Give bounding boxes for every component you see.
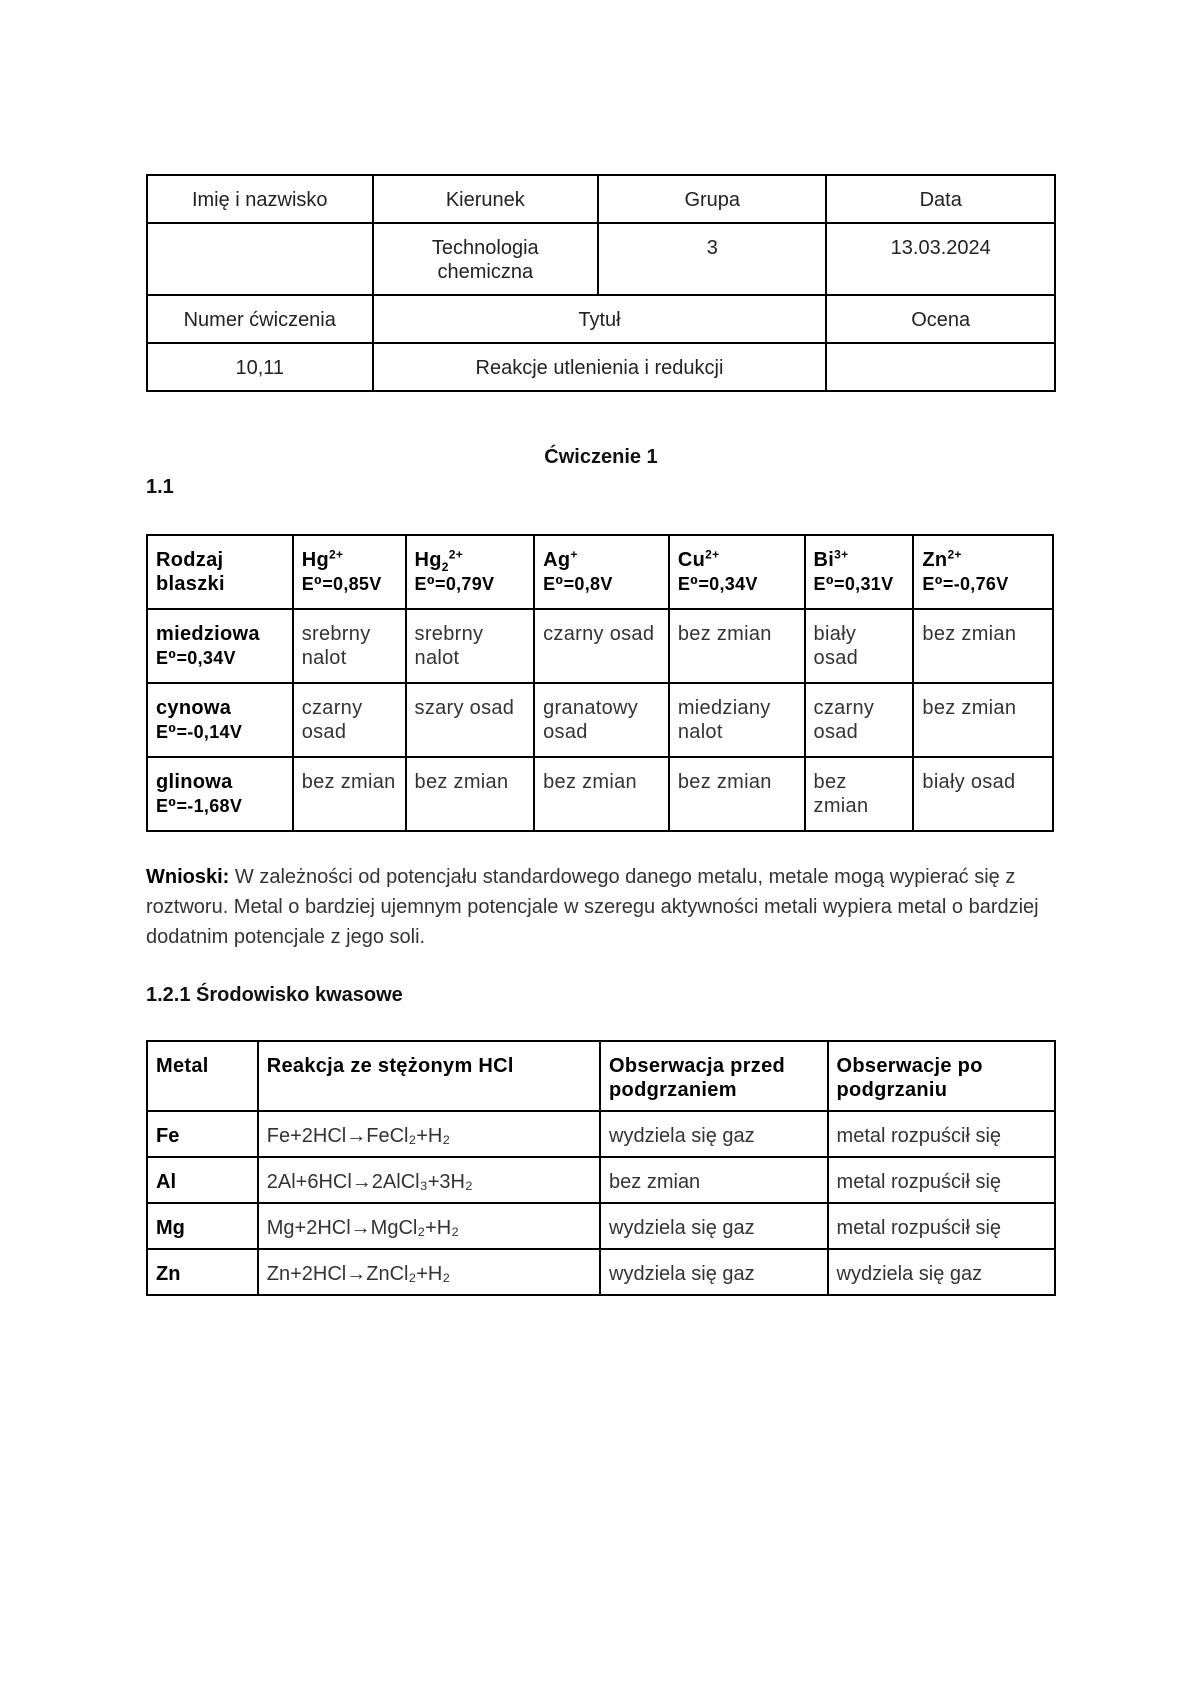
corner-header-line-2: blaszki xyxy=(156,573,225,595)
metal-cell: Al xyxy=(147,1157,258,1203)
table-row xyxy=(147,757,1053,831)
plate-glinowa: glinowa E⁰=-1,68V xyxy=(147,757,293,831)
subsection-2-label: 1.2.1 Środowisko kwasowe xyxy=(146,984,403,1006)
reaction-cell: 2Al+6HCl→2AlCl₃+3H₂ xyxy=(258,1157,600,1203)
table-cell: bez zmian xyxy=(406,757,535,831)
metal-cell: Fe xyxy=(147,1111,258,1157)
header-col-direction: Kierunek xyxy=(373,175,599,223)
section-title: Ćwiczenie 1 xyxy=(544,446,658,468)
ion-header-bi: $Bi^{3+}$ E⁰=0,31V xyxy=(805,535,914,609)
reaction-header-after: Obserwacje po podgrzaniu xyxy=(828,1041,1055,1111)
after-cell: metal rozpuścił się xyxy=(828,1111,1055,1157)
direction-line-1: Technologia xyxy=(431,237,539,259)
corner-header xyxy=(147,535,293,609)
header-col-date: Data xyxy=(826,175,1055,223)
table-cell: szary osad xyxy=(406,683,535,757)
direction-line-2: chemiczna xyxy=(437,261,534,283)
ion-header-zn: $Zn^{2+}$ E⁰=-0,76V xyxy=(913,535,1053,609)
before-cell: bez zmian xyxy=(600,1157,828,1203)
table-cell: srebrny nalot xyxy=(293,609,406,683)
conclusion-paragraph xyxy=(146,862,1056,952)
table-cell: bez zmian xyxy=(534,757,669,831)
before-cell: wydziela się gaz xyxy=(600,1203,828,1249)
table-cell: czarny osad xyxy=(293,683,406,757)
table-cell: bez zmian xyxy=(669,609,805,683)
reaction-cell: Fe+2HCl→FeCl₂+H₂ xyxy=(258,1111,600,1157)
table-row xyxy=(147,683,1053,757)
table-cell: srebrny nalot xyxy=(406,609,535,683)
reaction-header-before: Obserwacja przed podgrzaniem xyxy=(600,1041,828,1111)
table-cell: bez zmian xyxy=(669,757,805,831)
table-row xyxy=(147,1111,1055,1157)
header-col-title: Tytuł xyxy=(373,295,827,343)
header-col-grade: Ocena xyxy=(826,295,1055,343)
after-cell: metal rozpuścił się xyxy=(828,1203,1055,1249)
direction-value xyxy=(373,223,599,295)
table-row xyxy=(147,1203,1055,1249)
grade-value xyxy=(826,343,1055,391)
subsection-1-label: 1.1 xyxy=(146,476,174,498)
ion-header-hg: $Hg^{2+}$ E⁰=0,85V xyxy=(293,535,406,609)
table-cell: granatowy osad xyxy=(534,683,669,757)
table-row xyxy=(147,1157,1055,1203)
table-cell: czarny osad xyxy=(805,683,914,757)
group-value: 3 xyxy=(598,223,826,295)
student-name-value xyxy=(147,223,373,295)
exercise-table xyxy=(146,534,1054,832)
reaction-table xyxy=(146,1040,1056,1296)
before-cell: wydziela się gaz xyxy=(600,1249,828,1295)
table-row xyxy=(147,1249,1055,1295)
conclusion-label: Wnioski: xyxy=(146,866,230,888)
after-cell: wydziela się gaz xyxy=(828,1249,1055,1295)
plate-cynowa: cynowa E⁰=-0,14V xyxy=(147,683,293,757)
table-cell: bez zmian xyxy=(913,609,1053,683)
before-cell: wydziela się gaz xyxy=(600,1111,828,1157)
header-table xyxy=(146,174,1056,392)
ion-header-cu: $Cu^{2+}$ E⁰=0,34V xyxy=(669,535,805,609)
table-row xyxy=(147,609,1053,683)
reaction-header-metal: Metal xyxy=(147,1041,258,1111)
header-col-exercise-number: Numer ćwiczenia xyxy=(147,295,373,343)
after-cell: metal rozpuścił się xyxy=(828,1157,1055,1203)
plate-miedziowa: miedziowa E⁰=0,34V xyxy=(147,609,293,683)
corner-header-line-1: Rodzaj xyxy=(156,549,224,571)
header-col-group: Grupa xyxy=(598,175,826,223)
table-cell: bez zmian xyxy=(293,757,406,831)
reaction-header-reaction: Reakcja ze stężonym HCl xyxy=(258,1041,600,1111)
table-cell: biały osad xyxy=(913,757,1053,831)
ion-header-ag: Ag+ E⁰=0,8V xyxy=(534,535,669,609)
table-cell: miedziany nalot xyxy=(669,683,805,757)
table-cell: bez zmian xyxy=(913,683,1053,757)
reaction-cell: Mg+2HCl→MgCl₂+H₂ xyxy=(258,1203,600,1249)
header-col-name: Imię i nazwisko xyxy=(147,175,373,223)
conclusion-text: W zależności od potencjału standardowego danego metalu, metale mogą wypierać się z roztworu. Metal o bardziej ujemnym potencjale w szeregu aktywności metali wypiera metal o bardziej dodatnim potencjale z jego soli. xyxy=(146,866,1039,948)
metal-cell: Mg xyxy=(147,1203,258,1249)
title-value: Reakcje utlenienia i redukcji xyxy=(373,343,827,391)
date-value: 13.03.2024 xyxy=(826,223,1055,295)
exercise-number-value: 10,11 xyxy=(147,343,373,391)
table-cell: biały osad xyxy=(805,609,914,683)
ion-header-hg2: $Hg_2^{2+}$ E⁰=0,79V xyxy=(406,535,535,609)
table-cell: bez zmian xyxy=(805,757,914,831)
metal-cell: Zn xyxy=(147,1249,258,1295)
reaction-cell: Zn+2HCl→ZnCl₂+H₂ xyxy=(258,1249,600,1295)
table-cell: czarny osad xyxy=(534,609,669,683)
